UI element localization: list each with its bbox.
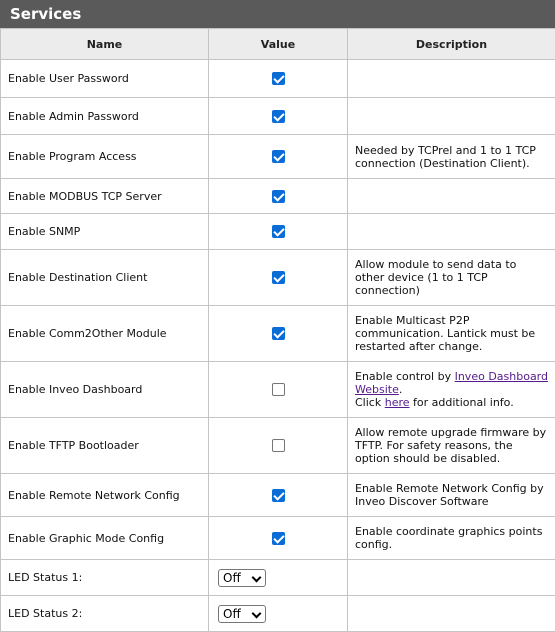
row-name: Enable Admin Password bbox=[1, 98, 209, 135]
row-description bbox=[348, 60, 555, 98]
row-description bbox=[348, 596, 555, 632]
table-row bbox=[1, 98, 555, 135]
enable-inveo-dashboard-checkbox[interactable] bbox=[272, 383, 285, 396]
enable-modbus-tcp-server-checkbox[interactable] bbox=[272, 190, 285, 203]
enable-graphic-mode-config-checkbox[interactable] bbox=[272, 532, 285, 545]
here-link[interactable]: here bbox=[385, 396, 410, 409]
row-description bbox=[348, 214, 555, 250]
inveo-dashboard-link[interactable]: Inveo Dashboard Website bbox=[355, 370, 548, 396]
led-status-2-select[interactable] bbox=[218, 605, 266, 623]
table-row bbox=[1, 560, 555, 596]
enable-remote-network-config-checkbox[interactable] bbox=[272, 489, 285, 502]
table-row bbox=[1, 250, 555, 306]
enable-program-access-checkbox[interactable] bbox=[272, 150, 285, 163]
row-name: Enable Program Access bbox=[1, 135, 209, 179]
row-name: Enable Destination Client bbox=[1, 250, 209, 306]
table-row bbox=[1, 474, 555, 517]
table-row bbox=[1, 306, 555, 362]
row-description: Enable Remote Network Config by Inveo Discover Software bbox=[348, 474, 555, 517]
row-description: Enable coordinate graphics points config. bbox=[348, 517, 555, 560]
enable-user-password-checkbox[interactable] bbox=[272, 72, 285, 85]
chevron-down-icon bbox=[252, 572, 262, 582]
row-name: Enable SNMP bbox=[1, 214, 209, 250]
row-description: Allow remote upgrade firmware by TFTP. For safety reasons, the option should be disabled. bbox=[348, 418, 555, 474]
column-header-description: Description bbox=[348, 29, 555, 60]
desc-text: for additional info. bbox=[410, 396, 514, 409]
table-row bbox=[1, 418, 555, 474]
row-name: Enable Comm2Other Module bbox=[1, 306, 209, 362]
services-table bbox=[0, 28, 555, 632]
table-row bbox=[1, 214, 555, 250]
enable-tftp-bootloader-checkbox[interactable] bbox=[272, 439, 285, 452]
row-name: Enable User Password bbox=[1, 60, 209, 98]
row-description bbox=[348, 98, 555, 135]
row-description bbox=[348, 560, 555, 596]
table-row bbox=[1, 362, 555, 418]
enable-comm2other-module-checkbox[interactable] bbox=[272, 327, 285, 340]
table-row bbox=[1, 60, 555, 98]
row-description bbox=[348, 179, 555, 214]
table-row bbox=[1, 135, 555, 179]
chevron-down-icon bbox=[252, 608, 262, 618]
row-name: Enable Inveo Dashboard bbox=[1, 362, 209, 418]
row-description bbox=[348, 362, 555, 418]
select-value: Off bbox=[223, 607, 241, 621]
table-header-row bbox=[1, 29, 555, 60]
table-row bbox=[1, 517, 555, 560]
row-description: Allow module to send data to other device (1 to 1 TCP connection) bbox=[348, 250, 555, 306]
column-header-value: Value bbox=[209, 29, 348, 60]
row-name: Enable Graphic Mode Config bbox=[1, 517, 209, 560]
row-name: Enable TFTP Bootloader bbox=[1, 418, 209, 474]
row-description: Needed by TCPrel and 1 to 1 TCP connection (Destination Client). bbox=[348, 135, 555, 179]
table-row bbox=[1, 596, 555, 632]
table-row bbox=[1, 179, 555, 214]
enable-destination-client-checkbox[interactable] bbox=[272, 271, 285, 284]
enable-snmp-checkbox[interactable] bbox=[272, 225, 285, 238]
row-name: Enable Remote Network Config bbox=[1, 474, 209, 517]
enable-admin-password-checkbox[interactable] bbox=[272, 110, 285, 123]
panel-title: Services bbox=[0, 0, 555, 28]
row-name: LED Status 1: bbox=[1, 560, 209, 596]
desc-text: Click bbox=[355, 396, 385, 409]
column-header-name: Name bbox=[1, 29, 209, 60]
row-name: LED Status 2: bbox=[1, 596, 209, 632]
select-value: Off bbox=[223, 571, 241, 585]
desc-text: Enable control by bbox=[355, 370, 455, 383]
row-description: Enable Multicast P2P communication. Lantick must be restarted after change. bbox=[348, 306, 555, 362]
led-status-1-select[interactable] bbox=[218, 569, 266, 587]
desc-text: . bbox=[399, 383, 403, 396]
row-name: Enable MODBUS TCP Server bbox=[1, 179, 209, 214]
